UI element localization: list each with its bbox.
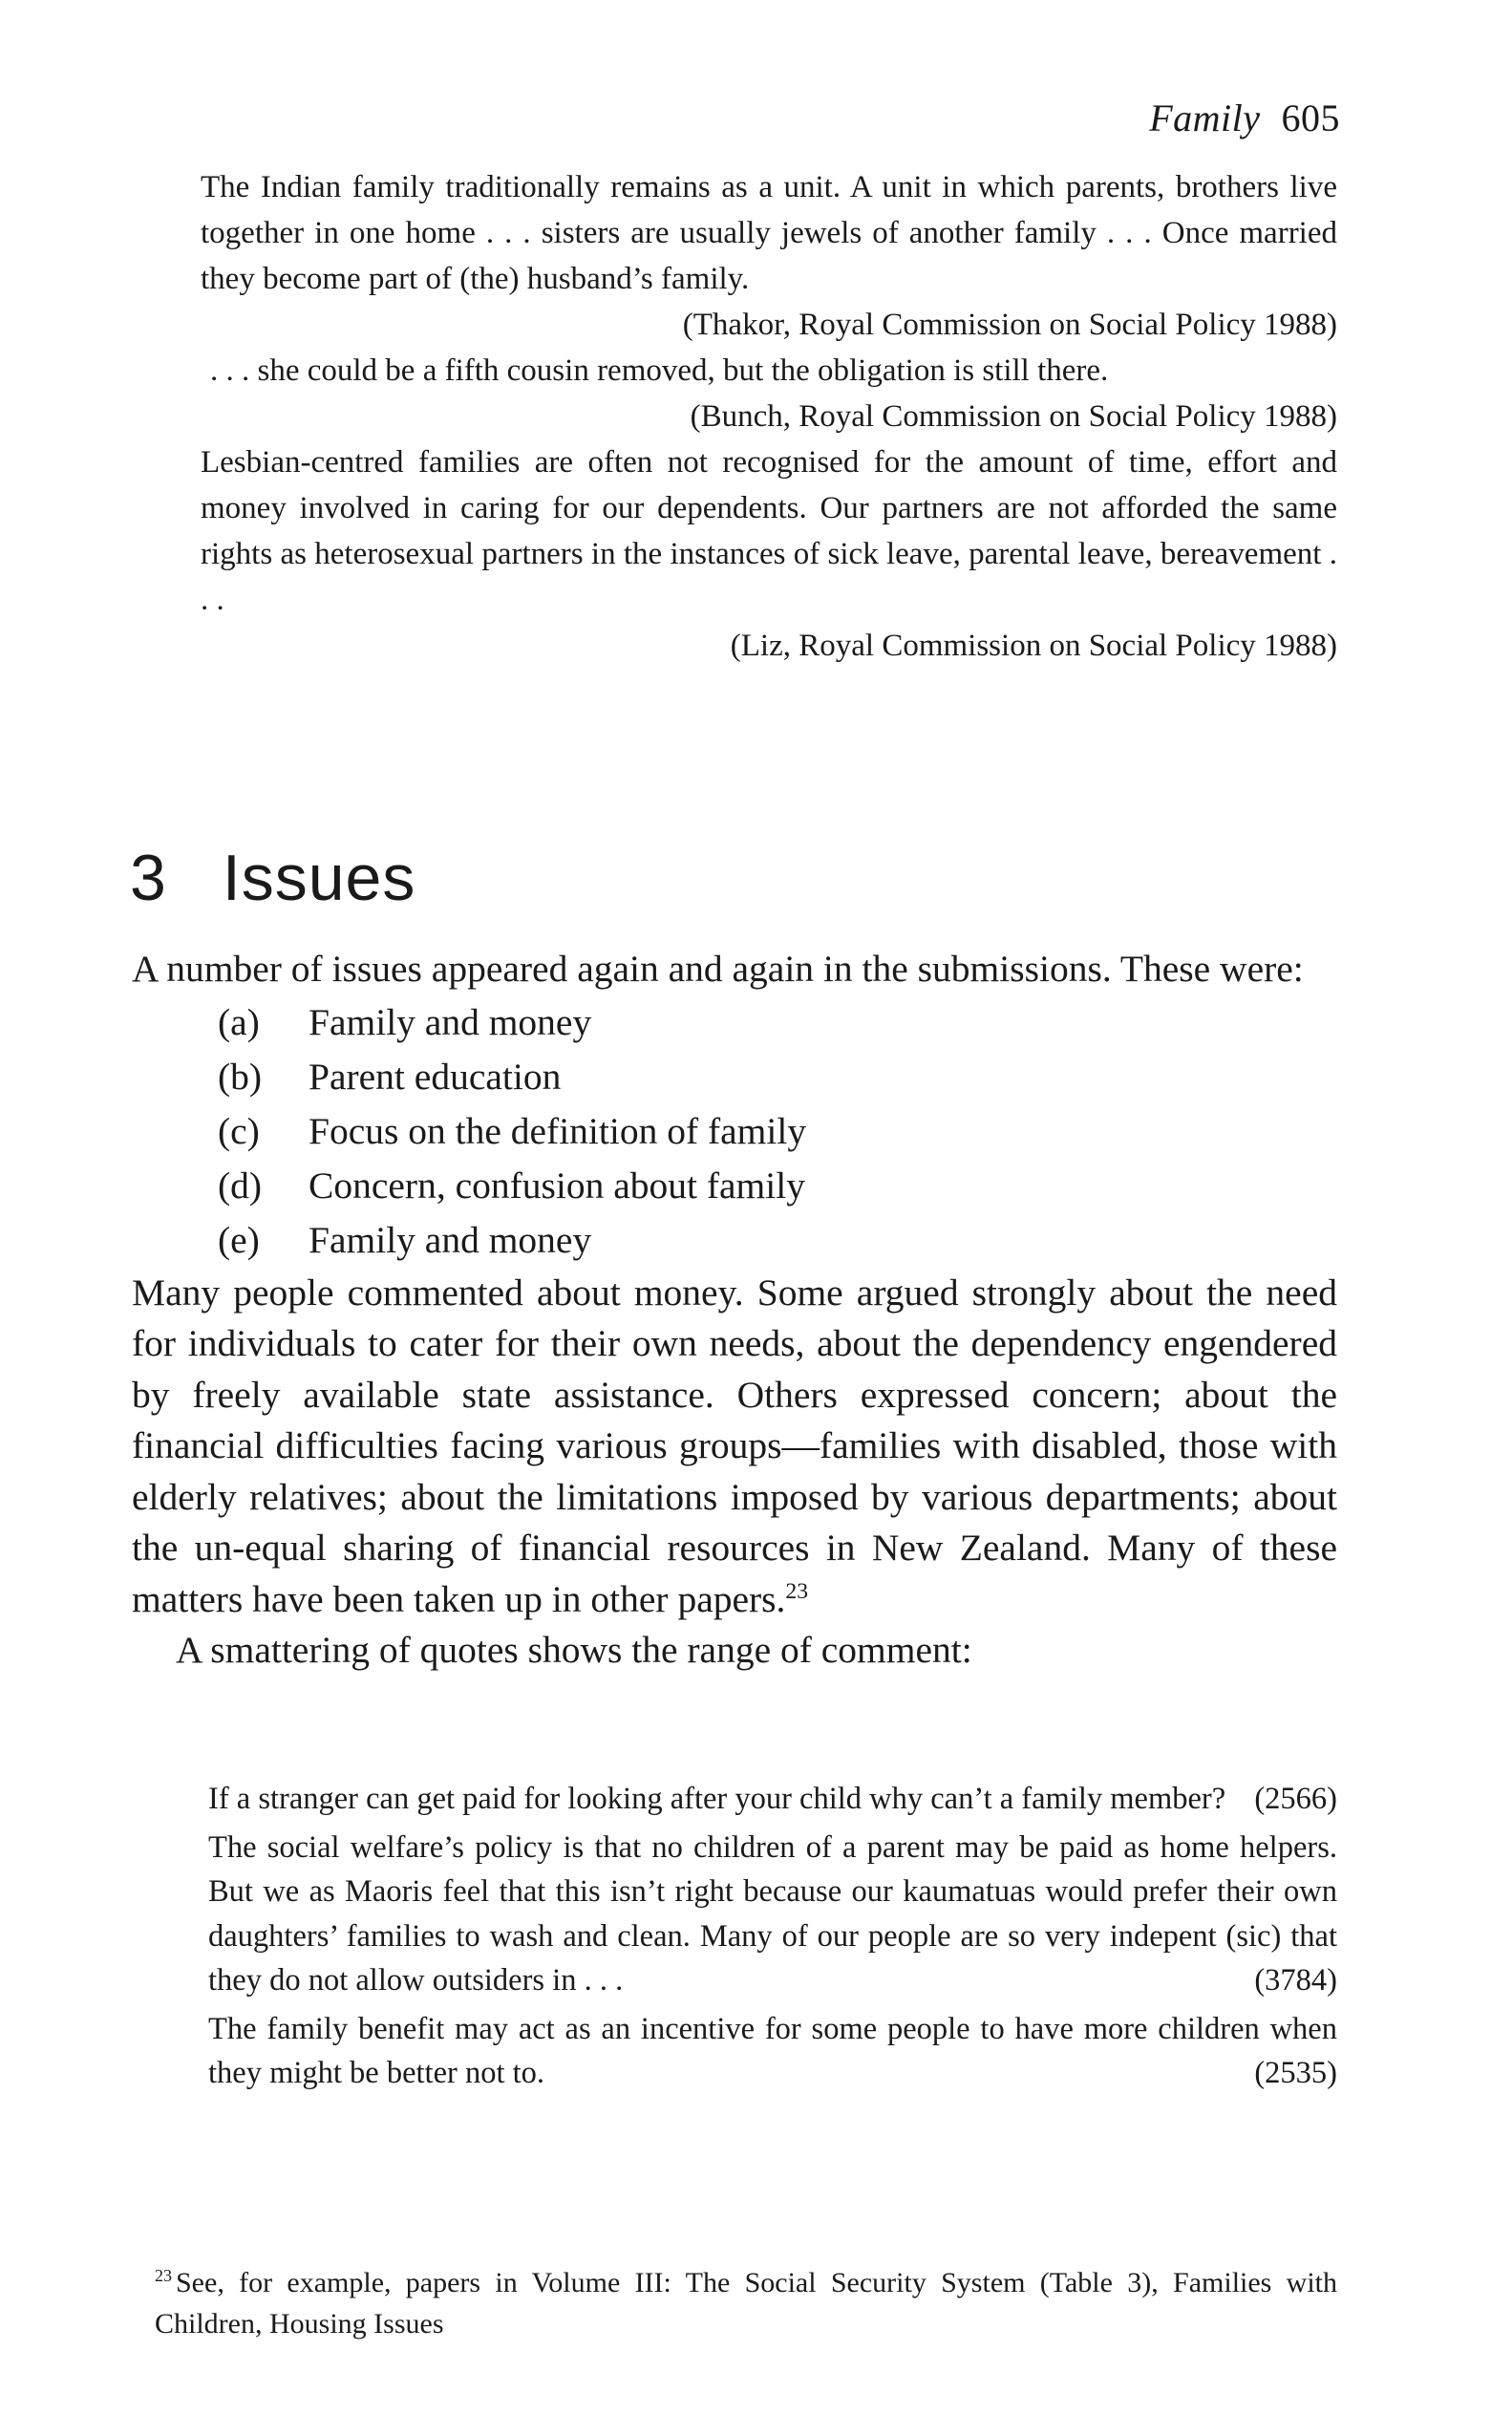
submission-ref: (2566) (1254, 1782, 1337, 1816)
intro-paragraph: A number of issues appeared again and again in the submissions. These were: (132, 948, 1304, 990)
quote-attribution: (Thakor, Royal Commission on Social Policy 1988) (682, 308, 1337, 342)
footnote (155, 2262, 1337, 2344)
money-paragraph: Many people commented about money. Some argued strongly about the need for individuals to cater for their own needs, about the dependency engendered by freely available state assistance. Others expressed concern; about the financial difficulties facing various groups—families with disabled, those with elderly relatives; about the limitations imposed by various departments; about the un-equal sharing of financial resources in New Zealand. Many of these matters have been taken up in other papers.$^{23}$ (132, 1271, 1337, 1620)
submission-quote: The social welfare’s policy is that no children of a parent may be paid as home helpers. But we as Maoris feel that this isn’t right because our kaumatuas would prefer their own daughters’ families to wash and clean. Many of our people are so very indepent (sic) that they do not allow outsiders in . . . (3784) (208, 1826, 1337, 2003)
smattering-intro: A smattering of quotes shows the range of comment: (176, 1629, 972, 1671)
quote-attribution: (Liz, Royal Commission on Social Policy 1988) (730, 629, 1337, 663)
section-title: Issues (222, 842, 416, 914)
list-item: (a) Family and money (218, 1000, 592, 1043)
opening-quotes (201, 164, 1337, 669)
list-item: (e) Family and money (218, 1218, 592, 1261)
submission-ref: (3784) (1254, 1963, 1337, 1998)
section-number: 3 (130, 842, 167, 914)
page-number: 605 (1281, 96, 1340, 139)
list-item: (d) Concern, confusion about family (218, 1164, 805, 1207)
submission-quote: The family benefit may act as an incentive for some people to have more children when they might be better not to. (2535) (208, 2007, 1337, 2096)
section-heading (130, 841, 415, 915)
list-item: (c) Focus on the definition of family (218, 1109, 807, 1152)
quote-text: . . . she could be a fifth cousin removed, but the obligation is still there. (210, 353, 1109, 388)
submission-quote: If a stranger can get paid for looking after your child why can’t a family member? (2566) (208, 1777, 1337, 1822)
section-body (132, 944, 1337, 1677)
submission-ref: (2535) (1254, 2056, 1337, 2090)
running-head-title: Family (1149, 96, 1261, 139)
footnote-marker[interactable]: 23 (785, 1578, 809, 1604)
footnote-text: See, for example, papers in Volume III: The Social Security System (Table 3), Families with Children, Housing Issues (155, 2267, 1337, 2340)
quote-attribution: (Bunch, Royal Commission on Social Policy 1988) (690, 399, 1337, 434)
quote-text: Lesbian-centred families are often not recognised for the amount of time, effort and money involved in caring for our dependents. Our partners are not afforded the same rights as heterosexual partners in the instances of sick leave, parental leave, bereavement . . . (201, 445, 1337, 617)
quote-text: The Indian family traditionally remains as a unit. A unit in which parents, brothers live together in one home . . . sisters are usually jewels of another family . . . Once married they become part of (the) husband’s family. (201, 170, 1337, 296)
footnote-number: 23 (155, 2266, 172, 2285)
submission-quotes (208, 1777, 1337, 2100)
running-head (1149, 96, 1340, 140)
list-item: (b) Parent education (218, 1055, 562, 1098)
issue-list (132, 995, 1337, 1268)
